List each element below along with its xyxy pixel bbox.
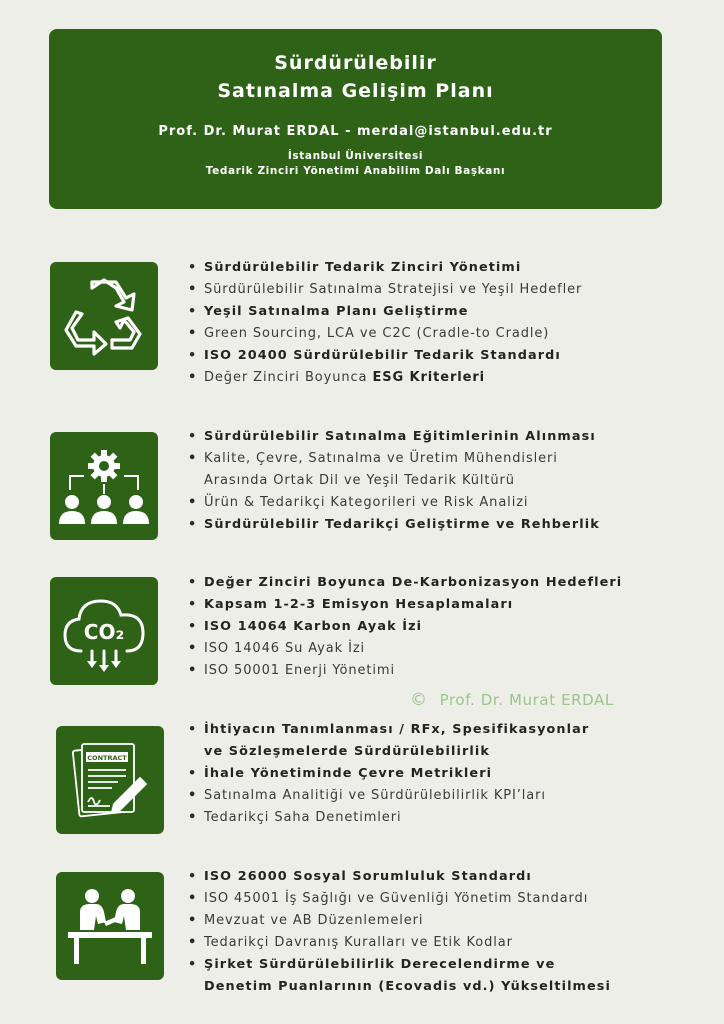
list-item: • ISO 50001 Enerji Yönetimi: [186, 660, 622, 682]
contract-label: CONTRACT: [87, 754, 127, 762]
watermark: [410, 690, 614, 710]
section-5-list: [186, 866, 611, 998]
list-item-emphasis: ESG Kriterleri: [372, 370, 486, 385]
list-item: Denetim Puanlarının (Ecovadis vd.) Yükseltilmesi: [204, 979, 611, 994]
recycle-icon: [50, 262, 158, 370]
title-line-2: Satınalma Gelişim Planı: [217, 80, 494, 102]
list-item: • Şirket Sürdürülebilirlik Derecelendirme ve: [186, 954, 611, 976]
list-item: • Değer Zinciri Boyunca De-Karbonizasyon Hedefleri: [186, 572, 622, 594]
university-name: İstanbul Üniversitesi: [287, 150, 424, 162]
co2-cloud-icon: [50, 577, 158, 685]
watermark-text: Prof. Dr. Murat ERDAL: [439, 691, 614, 709]
list-item: • İhale Yönetiminde Çevre Metrikleri: [186, 763, 589, 785]
list-item: • Mevzuat ve AB Düzenlemeleri: [186, 910, 611, 932]
list-item: • ISO 26000 Sosyal Sorumluluk Standardı: [186, 866, 611, 888]
list-item: • Satınalma Analitiği ve Sürdürülebilirlik KPI’ları: [186, 785, 589, 807]
section-3-list: [186, 572, 622, 682]
copyright-symbol: ©: [410, 690, 428, 710]
list-item: ve Sözleşmelerde Sürdürülebilirlik: [204, 744, 491, 759]
list-item: • Sürdürülebilir Tedarikçi Geliştirme ve Rehberlik: [186, 514, 600, 536]
team-gear-icon: [50, 432, 158, 540]
list-item: • Green Sourcing, LCA ve C2C (Cradle-to Cradle): [186, 323, 582, 345]
co2-label: CO₂: [83, 620, 125, 644]
list-item: • ISO 20400 Sürdürülebilir Tedarik Standardı: [186, 345, 582, 367]
list-item: • Sürdürülebilir Satınalma Stratejisi ve Yeşil Hedefler: [186, 279, 582, 301]
list-item: • Kapsam 1-2-3 Emisyon Hesaplamaları: [186, 594, 622, 616]
list-item-text: Değer Zinciri Boyunca: [204, 370, 373, 385]
list-item: • ISO 45001 İş Sağlığı ve Güvenliği Yönetim Standardı: [186, 888, 611, 910]
author-line: Prof. Dr. Murat ERDAL - merdal@istanbul.edu.tr: [158, 124, 553, 139]
section-4-list: [186, 719, 589, 829]
list-item: • Tedarikçi Davranış Kuralları ve Etik Kodlar: [186, 932, 611, 954]
list-item: • Tedarikçi Saha Denetimleri: [186, 807, 589, 829]
list-item: • İhtiyacın Tanımlanması / RFx, Spesifikasyonlar: [186, 719, 589, 741]
list-item: • Yeşil Satınalma Planı Geliştirme: [186, 301, 582, 323]
header-banner: [49, 29, 662, 209]
meeting-people-icon: [56, 872, 164, 980]
list-item: • Kalite, Çevre, Satınalma ve Üretim Mühendisleri: [186, 448, 600, 470]
list-item: • ISO 14046 Su Ayak İzi: [186, 638, 622, 660]
department-name: Tedarik Zinciri Yönetimi Anabilim Dalı Başkanı: [205, 165, 506, 177]
title-line-1: Sürdürülebilir: [274, 52, 437, 74]
list-item: • Ürün & Tedarikçi Kategorileri ve Risk Analizi: [186, 492, 600, 514]
section-1-list: [186, 257, 582, 389]
list-item: • Sürdürülebilir Satınalma Eğitimlerinin Alınması: [186, 426, 600, 448]
section-2-list: [186, 426, 600, 536]
contract-icon: [56, 726, 164, 834]
list-item: • ISO 14064 Karbon Ayak İzi: [186, 616, 622, 638]
list-item: Arasında Ortak Dil ve Yeşil Tedarik Kültürü: [204, 473, 515, 488]
list-item: • Sürdürülebilir Tedarik Zinciri Yönetimi: [186, 257, 582, 279]
page-title: [49, 49, 662, 105]
list-item: [186, 367, 582, 389]
institution: [49, 149, 662, 179]
